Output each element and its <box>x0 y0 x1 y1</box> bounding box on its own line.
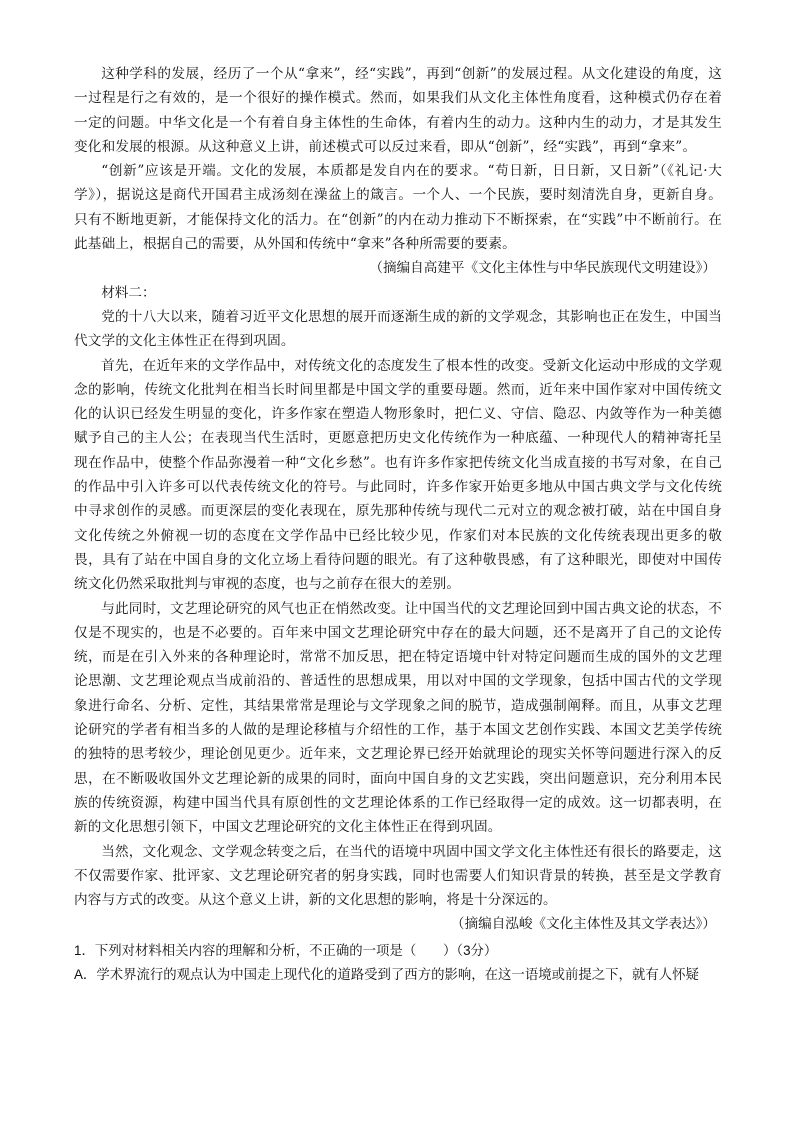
question-option-a: A．学术界流行的观点认为中国走上现代化的道路受到了西方的影响，在这一语境或前提之下，就有人怀疑 <box>74 966 699 982</box>
material-two-paragraph: 与此同时，文艺理论研究的风气也正在悄然改变。让中国当代的文艺理论回到中国古典文论的状态，不仅是不现实的，也是不必要的。百年来中国文艺理论研究中存在的最大问题，还不是离开了自己的文论传统，而是在引入外来的各种理论时，常常不加反思，把在特定语境中针对特定问题而生成的国外的文艺理论思潮、文艺理论观点当成前沿的、普适性的思想成果，用以对中国的文学现象，包括中国古代的文学现象进行命名、分析、定性，其结果常常是理论与文学现象之间的脱节，造成强制阐释。而且，从事文艺理论研究的学者有相当多的人做的是理论移植与介绍性的工作，基于本国文艺创作实践、本国文艺美学传统的独特的思考较少，理论创见更少。近年来，文艺理论界已经开始就理论的现实关怀等问题进行深入的反思，在不断吸收国外文艺理论新的成果的同时，面向中国自身的文艺实践，突出问题意识，充分利用本民族的传统资源，构建中国当代具有原创性的文艺理论体系的工作已经取得一定的成效。这一切都表明，在新的文化思想引领下，中国文艺理论研究的文化主体性正在得到巩固。 <box>74 600 722 836</box>
material-one-paragraph: 这种学科的发展，经历了一个从“拿来”，经“实践”，再到“创新”的发展过程。从文化建设的角度，这一过程是行之有效的，是一个很好的操作模式。然而，如果我们从文化主体性角度看，这种模式仍存在着一定的问题。中华文化是一个有着自身主体性的生命体，有着内生的动力。这种内生的动力，才是其发生变化和发展的根源。从这种意义上讲，前述模式可以反过来看，即从“创新”，经“实践”，再到“拿来”。 <box>74 66 722 155</box>
material-one-paragraph: “创新”应该是开端。文化的发展，本质都是发自内在的要求。“苟日新，日日新，又日新”（《礼记·大学》），据说这是商代开国君主成汤刻在澡盆上的箴言。一个人、一个民族，要时刻清洗自身，更新自身。只有不断地更新，才能保持文化的活力。在“创新”的内在动力推动下不断探索，在“实践”中不断前行。在此基础上，根据自己的需要，从外国和传统中“拿来”各种所需要的要素。 <box>74 163 722 253</box>
material-two-paragraph: 党的十八大以来，随着习近平文化思想的展开而逐渐生成的新的文学观念，其影响也正在发生，中国当代文学的文化主体性正在得到巩固。 <box>74 308 722 350</box>
question-stem: 1．下列对材料相关内容的理解和分析，不正确的一项是（ ）（3分） <box>74 942 498 958</box>
document-body <box>74 62 722 987</box>
material-two-source: （摘编自泓峻《文化主体性及其文学表达》） <box>450 916 716 933</box>
material-two-paragraph: 当然，文化观念、文学观念转变之后，在当代的语境中巩固中国文学文化主体性还有很长的路要走，这不仅需要作家、批评家、文艺理论研究者的躬身实践，同时也需要人们知识背景的转换，甚至是文学教育内容与方式的改变。从这个意义上讲，新的文化思想的影响，将是十分深远的。 <box>74 843 722 909</box>
material-two-paragraph: 首先，在近年来的文学作品中，对传统文化的态度发生了根本性的改变。受新文化运动中形成的文学观念的影响，传统文化批判在相当长时间里都是中国文学的重要母题。然而，近年来中国作家对中国传统文化的认识已经发生明显的变化，许多作家在塑造人物形象时，把仁义、守信、隐忍、内敛等作为一种美德赋予自己的主人公；在表现当代生活时，更愿意把历史文化传统作为一种底蕴、一种现代人的精神寄托呈现在作品中，使整个作品弥漫着一种“文化乡愁”。也有许多作家把传统文化当成直接的书写对象，在自己的作品中引入许多可以代表传统文化的符号。与此同时，许多作家开始更多地从中国古典文学与文化传统中寻求创作的灵感。而更深层的变化表现在，原先那种传统与现代二元对立的观念被打破，站在中国自身文化传统之外俯视一切的态度在文学作品中已经比较少见，作家们对本民族的文化传统表现出更多的敬畏，具有了站在中国自身的文化立场上看待问题的眼光。有了这种敬畏感，有了这种眼光，即使对中国传统文化仍然采取批判与审视的态度，也与之前存在很大的差别。 <box>74 357 722 593</box>
material-one-source: （摘编自高建平《文化主体性与中华民族现代文明建设》） <box>369 260 716 277</box>
material-two-label: 材料二： <box>101 284 156 301</box>
